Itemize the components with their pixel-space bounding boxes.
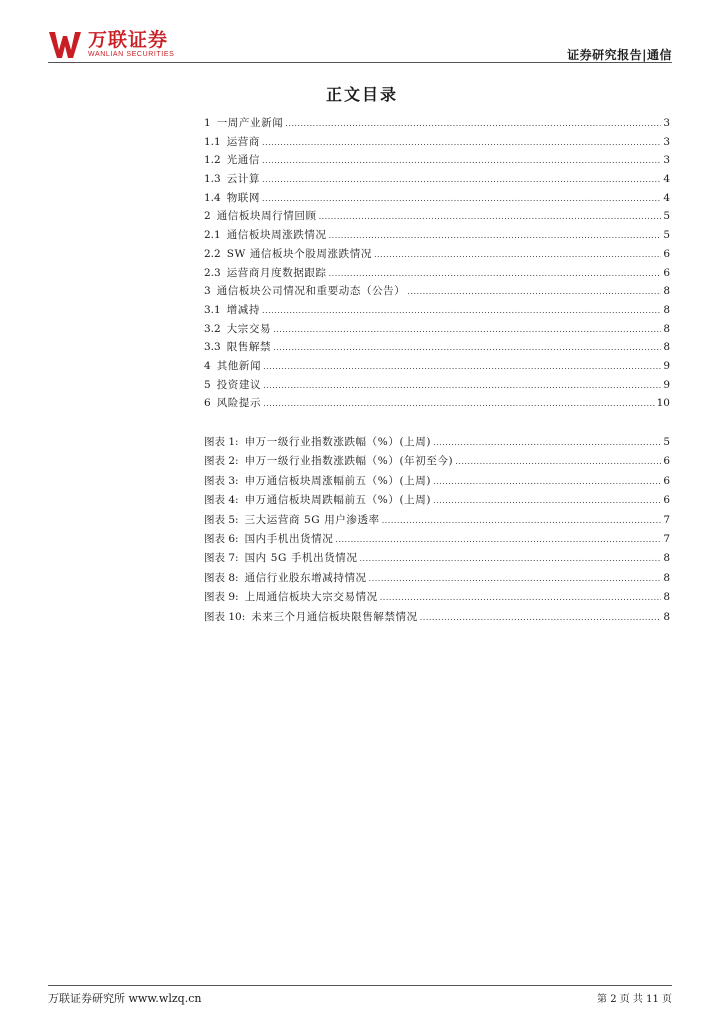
dot-leader	[360, 549, 662, 568]
toc-entry-number: 1	[204, 117, 211, 129]
dot-leader	[273, 321, 661, 340]
toc-entry-label: 通信板块周行情回顾	[216, 210, 317, 223]
toc-entry-number: 4	[204, 359, 211, 372]
toc-entry-page: 4	[663, 173, 670, 186]
toc-entry-label: 运营商	[226, 135, 261, 148]
figure-entry-number: 图表 4:	[204, 494, 239, 507]
figure-entry-number: 图表 7:	[204, 552, 239, 565]
toc-entry-label: 通信板块周涨跌情况	[226, 229, 327, 242]
toc-entry-label: 投资建议	[216, 378, 262, 391]
figure-entry[interactable]	[204, 608, 670, 627]
figure-entry-label: 申万通信板块周涨幅前五（%）(上周)	[244, 474, 432, 487]
footer-divider	[48, 985, 672, 986]
dot-leader	[329, 227, 662, 246]
toc-entry-page: 8	[663, 322, 670, 335]
figure-entry-page: 8	[663, 552, 670, 565]
toc-entry[interactable]	[204, 394, 670, 413]
toc-entry-number: 3.1	[204, 303, 221, 316]
toc-entry[interactable]	[204, 338, 670, 357]
toc-entry-page: 5	[663, 229, 670, 242]
dot-leader	[329, 265, 662, 284]
toc-entry-number: 1.3	[204, 173, 221, 186]
figure-entry[interactable]	[204, 530, 670, 549]
dot-leader	[433, 491, 661, 510]
dot-leader	[319, 208, 662, 227]
toc-entry-number: 3.2	[204, 322, 221, 335]
figure-entry[interactable]	[204, 472, 670, 491]
toc-entry[interactable]	[204, 170, 670, 189]
figure-entry-label: 通信行业股东增减持情况	[244, 571, 367, 584]
page-number: 第 2 页 共 11 页	[597, 994, 672, 1005]
toc-entry-label: 风险提示	[216, 397, 262, 410]
dot-leader	[263, 395, 655, 414]
toc-entry-page: 8	[663, 341, 670, 354]
toc-entry-label: 物联网	[226, 191, 261, 204]
toc-entry-label: 云计算	[226, 173, 261, 186]
toc-entry-page: 3	[663, 154, 670, 167]
report-type-label: 证券研究报告|通信	[567, 48, 672, 62]
toc-entry-page: 10	[656, 397, 670, 410]
toc-entry-number: 2.2	[204, 247, 221, 260]
toc-entry-label: 限售解禁	[226, 341, 272, 354]
toc-entry-number: 1.1	[204, 135, 221, 148]
toc-entry-label: 增减持	[226, 303, 261, 316]
dot-leader	[285, 115, 661, 134]
dot-leader	[374, 246, 661, 265]
dot-leader	[380, 588, 662, 607]
dot-leader	[262, 190, 661, 209]
toc-entry-number: 1.4	[204, 191, 221, 204]
toc-entry-page: 3	[663, 117, 670, 129]
toc-entry[interactable]	[204, 207, 670, 226]
toc-entry-page: 8	[663, 303, 670, 316]
figure-entry[interactable]	[204, 511, 670, 530]
toc-entry-label: 一周产业新闻	[216, 117, 284, 129]
toc-entry-number: 3	[204, 285, 211, 298]
toc-entry-page: 5	[663, 210, 670, 223]
dot-leader	[335, 530, 661, 549]
figure-entry-label: 三大运营商 5G 用户渗透率	[244, 513, 380, 526]
toc-entry-page: 6	[663, 247, 670, 260]
toc-entry-page: 3	[663, 135, 670, 148]
toc-entry-number: 1.2	[204, 154, 221, 167]
figure-entry-number: 图表 10:	[204, 610, 246, 623]
toc-entry-label: 光通信	[226, 154, 261, 167]
dot-leader	[263, 377, 661, 396]
wanlian-logo-icon	[48, 30, 82, 60]
toc-entry-label: 大宗交易	[226, 322, 272, 335]
logo-english-name: WANLIAN SECURITIES	[88, 51, 175, 58]
figure-entry-page: 7	[663, 532, 670, 545]
figure-entry-label: 国内手机出货情况	[244, 532, 334, 545]
dot-leader	[407, 283, 661, 302]
toc-entry-number: 2.3	[204, 266, 221, 279]
figure-entry-page: 6	[663, 474, 670, 487]
figure-entry[interactable]	[204, 433, 670, 452]
toc-entry[interactable]	[204, 189, 670, 208]
toc-entry-page: 9	[663, 359, 670, 372]
figure-entry-number: 图表 2:	[204, 455, 239, 468]
figure-entry-page: 8	[663, 571, 670, 584]
dot-leader	[420, 608, 662, 627]
dot-leader	[273, 339, 661, 358]
toc-entry[interactable]	[204, 376, 670, 395]
dot-leader	[262, 302, 661, 321]
dot-leader	[263, 358, 661, 377]
figure-entry-label: 上周通信板块大宗交易情况	[244, 591, 378, 604]
dot-leader	[433, 472, 661, 491]
toc-entry-label: SW 通信板块个股周涨跌情况	[226, 247, 372, 260]
toc-entry-label: 其他新闻	[216, 359, 262, 372]
figure-entry-number: 图表 6:	[204, 532, 239, 545]
toc-entry-page: 8	[663, 285, 670, 298]
footer-institute: 万联证券研究所 www.wlzq.cn	[48, 992, 202, 1005]
toc-entry[interactable]	[204, 226, 670, 245]
toc-entry[interactable]	[204, 151, 670, 170]
toc-entry-number: 2	[204, 210, 211, 223]
figure-entry-label: 申万一级行业指数涨跌幅（%）(上周)	[244, 436, 432, 448]
toc-entry-page: 4	[663, 191, 670, 204]
figure-entry-page: 6	[663, 494, 670, 507]
figure-entry-page: 6	[663, 455, 670, 468]
toc-entry[interactable]	[204, 282, 670, 301]
dot-leader	[262, 134, 661, 153]
page-title: 正文目录	[325, 85, 398, 104]
figure-entry-page: 8	[663, 610, 670, 623]
header-divider	[48, 62, 672, 63]
figure-entry-number: 图表 8:	[204, 571, 239, 584]
dot-leader	[433, 433, 661, 452]
dot-leader	[262, 152, 661, 171]
toc-entry[interactable]	[204, 357, 670, 376]
brand-logo	[48, 30, 174, 62]
toc-entry[interactable]	[204, 320, 670, 339]
figure-entry-number: 图表 3:	[204, 474, 239, 487]
figure-entry-page: 8	[663, 591, 670, 604]
toc-entry-number: 2.1	[204, 229, 221, 242]
figure-entry-number: 图表 1:	[204, 436, 239, 448]
figure-entry-label: 国内 5G 手机出货情况	[244, 552, 358, 565]
toc-entry-label: 通信板块公司情况和重要动态（公告）	[216, 285, 406, 298]
figure-entry[interactable]	[204, 491, 670, 510]
figure-entry-label: 申万一级行业指数涨跌幅（%）(年初至今)	[244, 455, 454, 468]
figure-entry-page: 7	[663, 513, 670, 526]
toc-entry-number: 5	[204, 378, 211, 391]
dot-leader	[382, 511, 662, 530]
figure-entry-label: 申万通信板块周跌幅前五（%）(上周)	[244, 494, 432, 507]
figure-entry[interactable]	[204, 569, 670, 588]
toc-entry[interactable]	[204, 301, 670, 320]
toc-entry-number: 3.3	[204, 341, 221, 354]
figure-entry[interactable]	[204, 549, 670, 568]
toc-entry[interactable]	[204, 133, 670, 152]
figure-toc	[204, 433, 670, 627]
figure-entry[interactable]	[204, 452, 670, 471]
figure-entry-number: 图表 5:	[204, 513, 239, 526]
figure-entry[interactable]	[204, 588, 670, 607]
figure-entry-label: 未来三个月通信板块限售解禁情况	[251, 610, 418, 623]
figure-entry-page: 5	[663, 436, 670, 448]
dot-leader	[369, 569, 662, 588]
section-toc	[204, 114, 670, 413]
toc-entry-page: 9	[663, 378, 670, 391]
toc-entry[interactable]	[204, 264, 670, 283]
figure-entry-number: 图表 9:	[204, 591, 239, 604]
toc-entry-label: 运营商月度数据跟踪	[226, 266, 327, 279]
dot-leader	[262, 171, 661, 190]
page-header	[48, 30, 672, 62]
toc-entry-number: 6	[204, 397, 211, 410]
toc-entry-page: 6	[663, 266, 670, 279]
dot-leader	[455, 452, 661, 471]
logo-chinese-name: 万联证券	[88, 29, 169, 51]
toc-entry[interactable]	[204, 245, 670, 264]
toc-entry[interactable]	[204, 114, 670, 133]
